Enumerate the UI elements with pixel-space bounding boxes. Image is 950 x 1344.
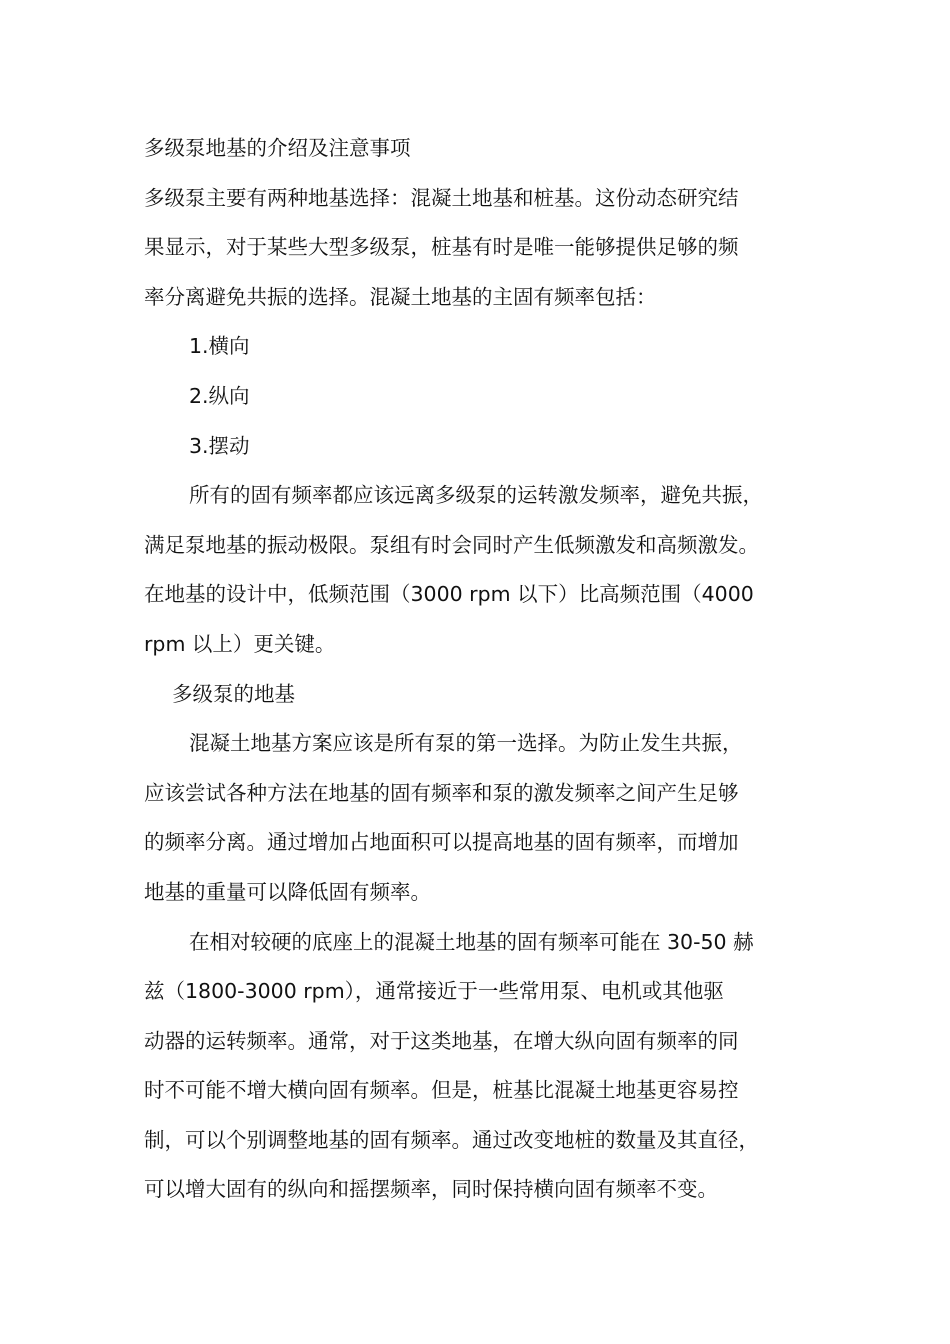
- document-title: 多级泵地基的介绍及注意事项: [144, 136, 411, 160]
- paragraph-line: 混凝土地基方案应该是所有泵的第一选择。为防止发生共振，: [189, 731, 743, 756]
- paragraph-line: 应该尝试各种方法在地基的固有频率和泵的激发频率之间产生足够: [144, 780, 739, 805]
- list-item: 3.摆动: [189, 433, 250, 458]
- document-page: [144, 124, 834, 1215]
- paragraph-line: 地基的重量可以降低固有频率。: [144, 879, 431, 904]
- intro-line: 多级泵主要有两种地基选择：混凝土地基和桩基。这份动态研究结: [144, 185, 739, 210]
- paragraph-line: 在相对较硬的底座上的混凝土地基的固有频率可能在 30-50 赫: [189, 929, 754, 954]
- paragraph-line: 动器的运转频率。通常，对于这类地基，在增大纵向固有频率的同: [144, 1028, 739, 1053]
- paragraph-line: 的频率分离。通过增加占地面积可以提高地基的固有频率，而增加: [144, 830, 739, 855]
- list-item: 1.横向: [189, 334, 250, 359]
- paragraph-line: 时不可能不增大横向固有频率。但是，桩基比混凝土地基更容易控: [144, 1078, 739, 1103]
- paragraph-line: rpm 以上）更关键。: [144, 631, 336, 656]
- paragraph-line: 在地基的设计中，低频范围（3000 rpm 以下）比高频范围（4000: [144, 582, 754, 607]
- paragraph-line: 兹（1800-3000 rpm），通常接近于一些常用泵、电机或其他驱: [144, 979, 724, 1004]
- intro-line: 果显示，对于某些大型多级泵，桩基有时是唯一能够提供足够的频: [144, 235, 739, 260]
- list-item: 2.纵向: [189, 383, 250, 408]
- paragraph-line: 满足泵地基的振动极限。泵组有时会同时产生低频激发和高频激发。: [144, 532, 759, 557]
- paragraph-line: 可以增大固有的纵向和摇摆频率，同时保持横向固有频率不变。: [144, 1177, 718, 1202]
- paragraph-line: 制，可以个别调整地基的固有频率。通过改变地桩的数量及其直径，: [144, 1127, 759, 1152]
- section-subheading: 多级泵的地基: [172, 681, 295, 706]
- intro-line: 率分离避免共振的选择。混凝土地基的主固有频率包括：: [144, 284, 657, 309]
- paragraph-line: 所有的固有频率都应该远离多级泵的运转激发频率，避免共振，: [189, 483, 763, 508]
